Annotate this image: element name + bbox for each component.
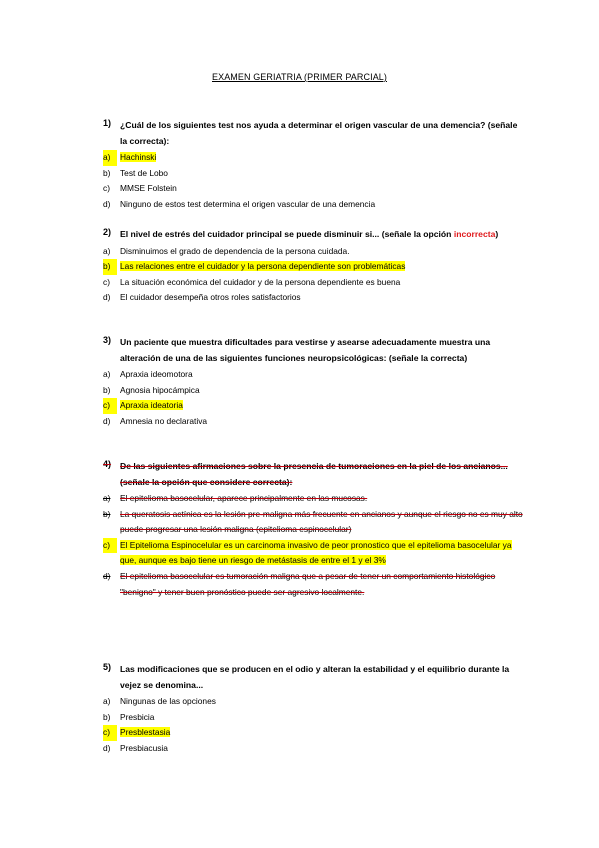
option-text: MMSE Folstein: [120, 183, 177, 194]
option-letter: d): [103, 415, 111, 426]
option-a: [103, 150, 524, 166]
option-letter: a): [103, 150, 117, 166]
question-text-emphasis: incorrecta: [453, 229, 496, 239]
option-letter: b): [103, 384, 111, 395]
option-list: [104, 491, 524, 600]
option-text: Amnesia no declarativa: [120, 415, 208, 426]
question-number: 3): [103, 335, 112, 345]
question-number: 2): [103, 227, 112, 237]
option-d: [103, 290, 524, 306]
option-letter: d): [103, 570, 111, 581]
option-text: Presblestasia: [120, 727, 171, 738]
option-letter: c): [103, 183, 110, 194]
option-c: [103, 181, 524, 197]
option-text: El epitelioma basocelular, aparece principalmente en las mucosas.: [120, 493, 368, 503]
question-text: ¿Cuál de los siguientes test nos ayuda a determinar el origen vascular de una demencia? (señale la correcta):: [120, 120, 518, 146]
option-a: [103, 367, 524, 383]
option-text: Las relaciones entre el cuidador y la persona dependiente son problemáticas: [120, 261, 406, 272]
option-text: Apraxia ideomotora: [120, 369, 193, 379]
option-d: [103, 197, 524, 213]
option-letter: d): [103, 292, 111, 303]
question-number: 5): [103, 662, 112, 672]
option-text: Disminuimos el grado de dependencia de la persona cuidada.: [120, 245, 350, 256]
option-d: [103, 414, 524, 430]
option-c: [103, 538, 524, 569]
option-text: El Epitelioma Espinocelular es un carcinoma invasivo de peor pronostico que el epitelioma basocelular ya que, aunque es bajo tiene un riesgo de metástasis de entre el 1 y el 3%: [120, 539, 512, 566]
option-letter: a): [103, 245, 111, 256]
question-2: [104, 227, 524, 306]
option-text: La queratosis actínica es la lesión pre-maligna más frecuente en ancianos y aunque el riesgo no es muy alto puede progresar una lesión maligna (epitelioma espinocelular): [120, 508, 523, 535]
option-b: [103, 166, 524, 182]
option-text: Ninguno de estos test determina el origen vascular de una demencia: [120, 198, 376, 209]
option-letter: b): [103, 167, 111, 178]
option-text: Test de Lobo: [120, 167, 168, 178]
question-3: [104, 335, 524, 429]
option-list: [104, 150, 524, 212]
option-list: [104, 244, 524, 306]
option-letter: a): [103, 369, 111, 379]
question-text: De las siguientes afirmaciones sobre la presencia de tumoraciones en la piel de los ancianos...(señale la opción que considere correcta):: [120, 461, 508, 487]
page-title: EXAMEN GERIATRIA (PRIMER PARCIAL): [212, 72, 387, 82]
option-a: [103, 244, 524, 260]
option-letter: c): [103, 538, 117, 554]
question-1: [104, 118, 524, 212]
option-letter: b): [103, 711, 111, 722]
option-b: [103, 507, 524, 538]
option-letter: b): [103, 508, 111, 519]
option-letter: c): [103, 725, 117, 741]
option-letter: c): [103, 398, 117, 414]
option-letter: d): [103, 742, 111, 753]
option-text: Hachinski: [120, 152, 157, 162]
option-letter: b): [103, 259, 117, 275]
option-text: El cuidador desempeña otros roles satisfactorios: [120, 292, 301, 303]
option-text: Agnosia hipocámpica: [120, 384, 200, 395]
option-text: Presbiacusia: [120, 742, 168, 753]
option-list: [104, 694, 524, 756]
option-text: Apraxia ideatoria: [120, 400, 183, 411]
option-text: Presbicia: [120, 711, 155, 722]
question-number: 1): [103, 118, 112, 128]
option-d: [103, 569, 524, 600]
option-letter: a): [103, 696, 111, 706]
option-letter: a): [103, 493, 111, 503]
option-letter: d): [103, 198, 111, 209]
question-text: [120, 227, 524, 243]
question-4: [104, 459, 524, 600]
option-c: [103, 725, 524, 741]
option-c: [103, 398, 524, 414]
question-text: Las modificaciones que se producen en el odio y alteran la estabilidad y el equilibrio durante la vejez se denomina...: [120, 664, 510, 690]
option-b: [103, 710, 524, 726]
option-text: La situación económica del cuidador y de la persona dependiente es buena: [120, 276, 401, 287]
option-c: [103, 275, 524, 291]
option-list: [104, 367, 524, 429]
question-text-end: ): [495, 229, 499, 239]
question-number: 4): [103, 459, 112, 469]
question-5: [104, 662, 524, 756]
question-text-main: El nivel de estrés del cuidador principal se puede disminuir si... (señale la opción: [120, 229, 454, 239]
question-text: Un paciente que muestra dificultades para vestirse y asearse adecuadamente muestra una alteración de una de las siguientes funciones neuropsicológicas: (señale la correcta): [120, 337, 491, 363]
option-b: [103, 259, 524, 275]
option-a: [103, 694, 524, 710]
option-a: [103, 491, 524, 507]
option-text: El epitelioma basocelular es tumoración maligna que a pesar de tener un comportamiento histológico "benigno" y tener buen pronóstico puede ser agresivo localmente.: [120, 570, 496, 597]
option-text: Ningunas de las opciones: [120, 696, 216, 706]
option-b: [103, 383, 524, 399]
option-letter: c): [103, 276, 110, 287]
option-d: [103, 741, 524, 757]
